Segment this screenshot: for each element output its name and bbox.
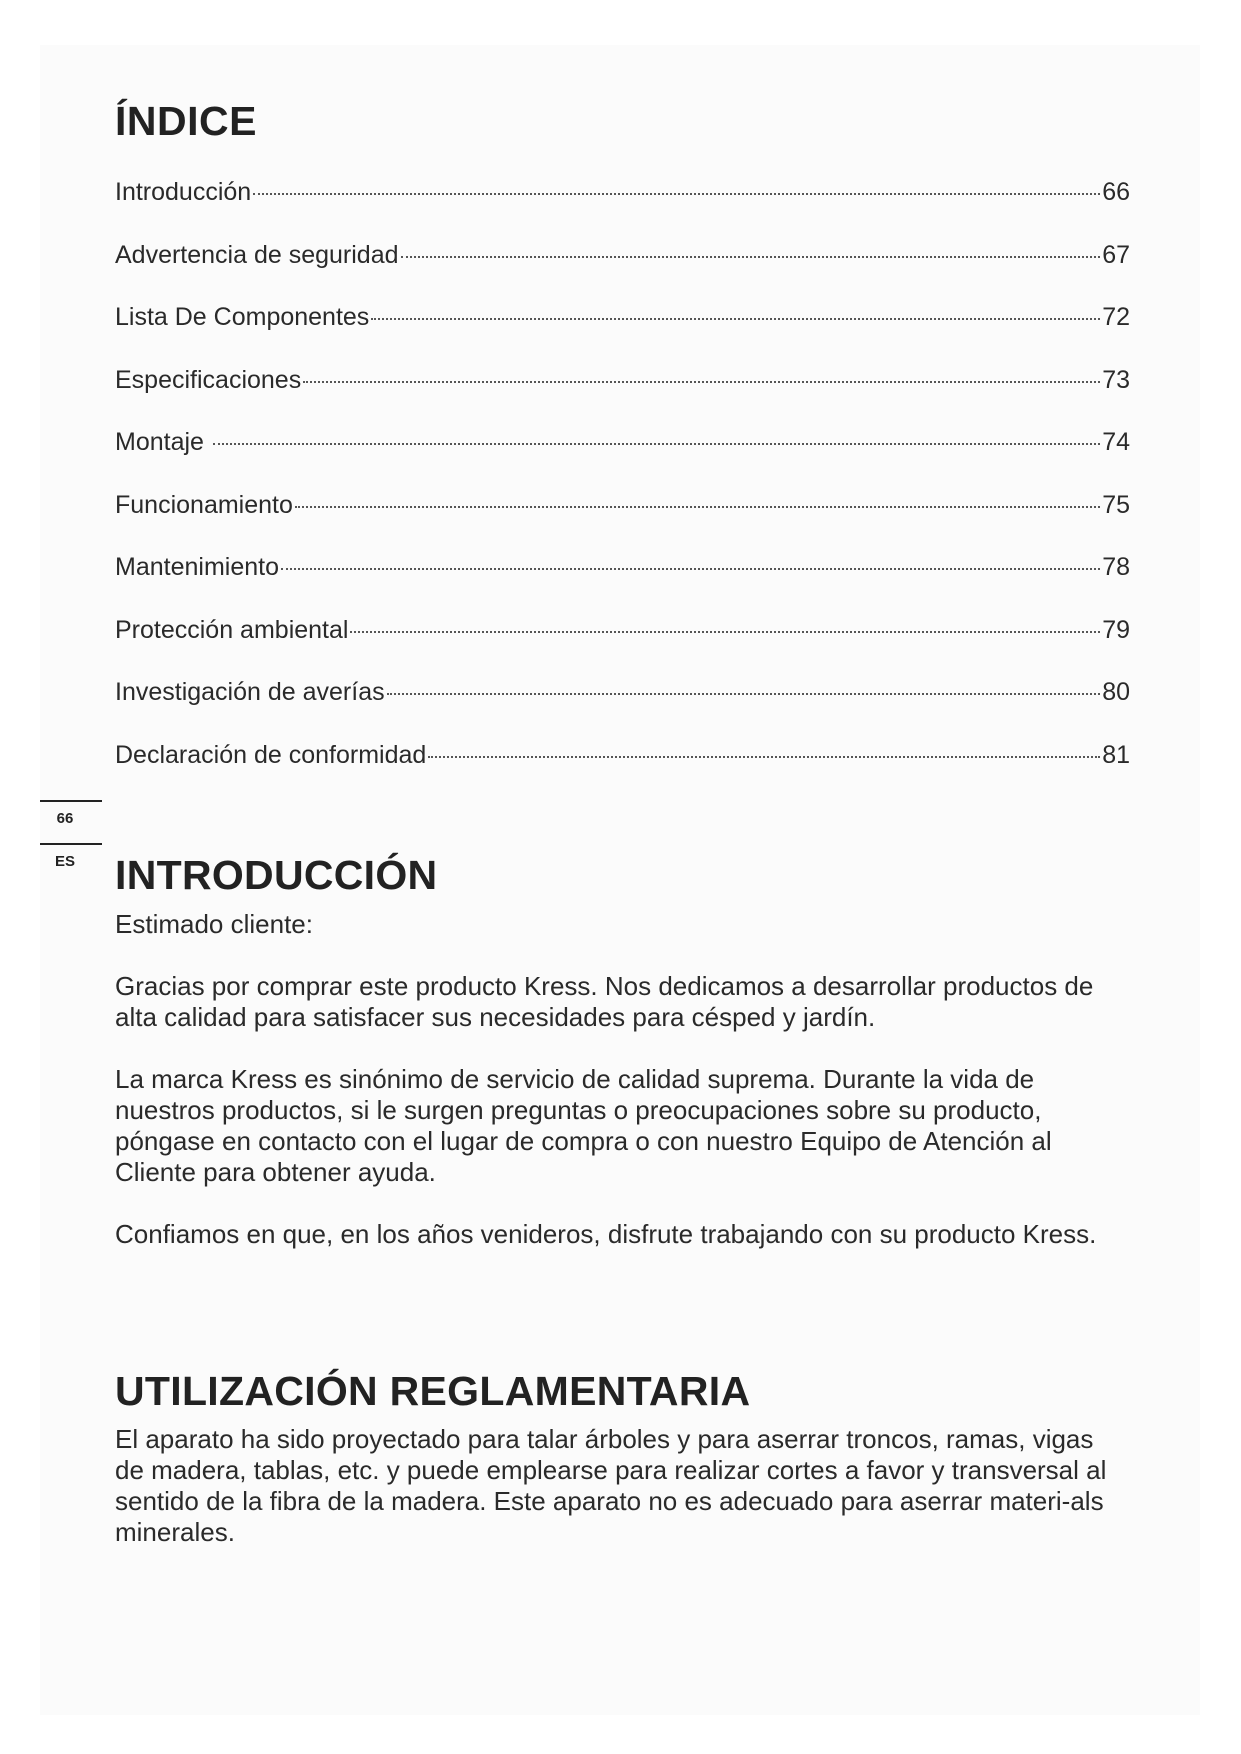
toc-dot-leader [213, 443, 1100, 445]
toc-title: ÍNDICE [115, 98, 257, 144]
toc-entry-proteccion[interactable] [115, 616, 1130, 679]
toc-entry-mantenimiento[interactable] [115, 553, 1130, 616]
toc-entry-declaracion[interactable] [115, 741, 1130, 804]
toc-entry-page: 72 [1102, 303, 1130, 331]
toc-dot-leader [371, 318, 1100, 320]
intended-use-paragraph: El aparato ha sido proyectado para talar árboles y para aserrar troncos, ramas, vigas de madera, tablas, etc. y puede emplearse para realizar cortes a favor y transversal al sentido de la fibra de la madera. Este aparato no es adecuado para aserrar materi-als minerales. [115, 1424, 1107, 1547]
toc-entry-page: 66 [1102, 178, 1130, 206]
toc-entry-investigacion[interactable] [115, 678, 1130, 741]
toc-entry-advertencia[interactable] [115, 241, 1130, 304]
toc-entry-page: 73 [1102, 365, 1130, 394]
toc-dot-leader [253, 193, 1100, 195]
introduction-paragraph-3: Confiamos en que, en los años venideros, disfrute trabajando con su producto Kress. [115, 1219, 1097, 1249]
toc-entry-introduccion[interactable] [115, 178, 1130, 241]
table-of-contents [115, 178, 1130, 803]
toc-entry-especificaciones[interactable] [115, 366, 1130, 429]
toc-entry-label: Especificaciones [115, 365, 302, 394]
toc-entry-funcionamiento[interactable] [115, 491, 1130, 554]
toc-entry-page: 75 [1102, 490, 1130, 519]
intended-use-title: UTILIZACIÓN REGLAMENTARIA [115, 1368, 751, 1414]
toc-entry-label: Investigación de averías [115, 678, 385, 706]
language-label: ES [54, 853, 75, 870]
introduction-paragraph-1: Gracias por comprar este producto Kress. Nos dedicamos a desarrollar productos de alta calidad para satisfacer sus necesidades para césped y jardín. [115, 971, 1094, 1032]
toc-dot-leader [303, 381, 1100, 383]
page-number: 66 [56, 810, 74, 827]
toc-entry-page: 79 [1102, 615, 1130, 644]
toc-entry-page: 78 [1102, 553, 1130, 581]
toc-entry-label: Mantenimiento [115, 553, 279, 581]
toc-dot-leader [281, 568, 1100, 570]
introduction-paragraph-2: La marca Kress es sinónimo de servicio de calidad suprema. Durante la vida de nuestros productos, si le surgen preguntas o preocupaciones sobre su producto, póngase en contacto con el lugar de compra o con nuestro Equipo de Atención al Cliente para obtener ayuda. [115, 1064, 1052, 1187]
toc-dot-leader [401, 256, 1101, 258]
toc-entry-label: Protección ambiental [115, 615, 349, 644]
toc-entry-label: Declaración de conformidad [115, 740, 427, 769]
toc-entry-label: Lista De Componentes [115, 303, 370, 331]
toc-dot-leader [350, 631, 1100, 633]
introduction-title: INTRODUCCIÓN [115, 852, 438, 898]
toc-entry-page: 81 [1102, 740, 1130, 769]
toc-dot-leader [295, 506, 1100, 508]
toc-entry-label: Montaje [115, 428, 211, 456]
toc-dot-leader [387, 693, 1101, 695]
side-divider-top [40, 800, 102, 802]
toc-entry-page: 80 [1102, 678, 1130, 706]
toc-entry-page: 67 [1102, 240, 1130, 269]
introduction-greeting: Estimado cliente: [115, 909, 313, 939]
toc-dot-leader [428, 756, 1100, 758]
toc-entry-componentes[interactable] [115, 303, 1130, 366]
toc-entry-label: Funcionamiento [115, 490, 293, 519]
toc-entry-montaje[interactable] [115, 428, 1130, 491]
toc-entry-label: Introducción [115, 178, 252, 206]
toc-entry-page: 74 [1102, 428, 1130, 456]
side-divider-bottom [40, 843, 102, 845]
toc-entry-label: Advertencia de seguridad [115, 240, 399, 269]
